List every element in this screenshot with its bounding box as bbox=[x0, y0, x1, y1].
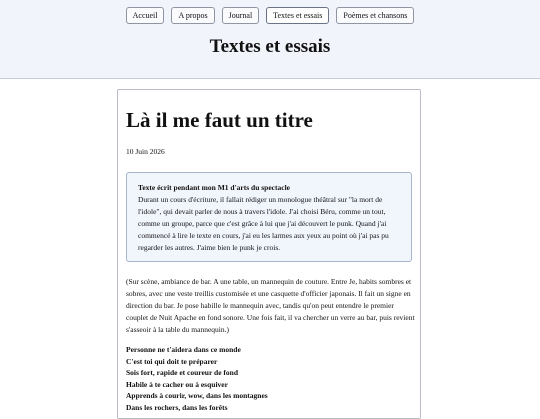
context-callout bbox=[126, 172, 412, 262]
article-title: Là il me faut un titre bbox=[126, 108, 313, 132]
main-nav bbox=[0, 7, 540, 24]
nav-journal[interactable]: Journal bbox=[222, 7, 260, 24]
nav-accueil[interactable]: Accueil bbox=[126, 7, 165, 24]
callout-text: Durant un cours d'écriture, il fallait rédiger un monologue théâtral sur "la mort de l'idole", qui devait parler de nous à travers l'idole. J'ai choisi Béru, comme un tout, comme un groupe, parce que c'est grâce à lui que j'ai découvert le punk. Quand j'ai commencé à lire le texte en cours, j'ai eu les larmes aux yeux au point où j'ai pas pu regarder les autres. J'aime bien le punk je crois. bbox=[138, 195, 389, 252]
callout-title: Texte écrit pendant mon M1 d'arts du spectacle bbox=[138, 183, 290, 192]
lyrics-line: Apprends à courir, wow, dans les montagnes bbox=[126, 391, 268, 400]
stage-direction: (Sur scène, ambiance de bar. A une table, un mannequin de couture. Entre Je, habits sombres et sobres, avec une veste treillis customisée et une casquette d'officier japonais. Il fait un signe en direction du bar. Je pose habille le mannequin avec, tandis qu'on peut entendre le premier couplet de Nuit Apache en fond sonore. Une fois fait, il va chercher un verre au bar, puis revient s'asseoir à la table du mannequin.) bbox=[126, 277, 415, 334]
lyrics-block bbox=[126, 344, 416, 413]
lyrics-line: Sois fort, rapide et coureur de fond bbox=[126, 368, 239, 377]
lyrics-line: Habile à te cacher ou à esquiver bbox=[126, 379, 228, 389]
page-title: Textes et essais bbox=[209, 36, 331, 57]
nav-textes-et-essais[interactable]: Textes et essais bbox=[266, 7, 329, 24]
lyrics-line: Dans les rochers, dans les forêts bbox=[126, 402, 228, 412]
lyrics-line: Personne ne t'aidera dans ce monde bbox=[126, 345, 241, 354]
nav-a-propos[interactable]: A propos bbox=[171, 7, 214, 24]
article-card bbox=[117, 89, 421, 419]
site-header bbox=[0, 0, 540, 79]
lyrics-line: C'est toi qui doit te préparer bbox=[126, 356, 218, 366]
article-date: 10 Juin 2026 bbox=[126, 147, 165, 156]
nav-poemes-et-chansons[interactable]: Poèmes et chansons bbox=[336, 7, 414, 24]
